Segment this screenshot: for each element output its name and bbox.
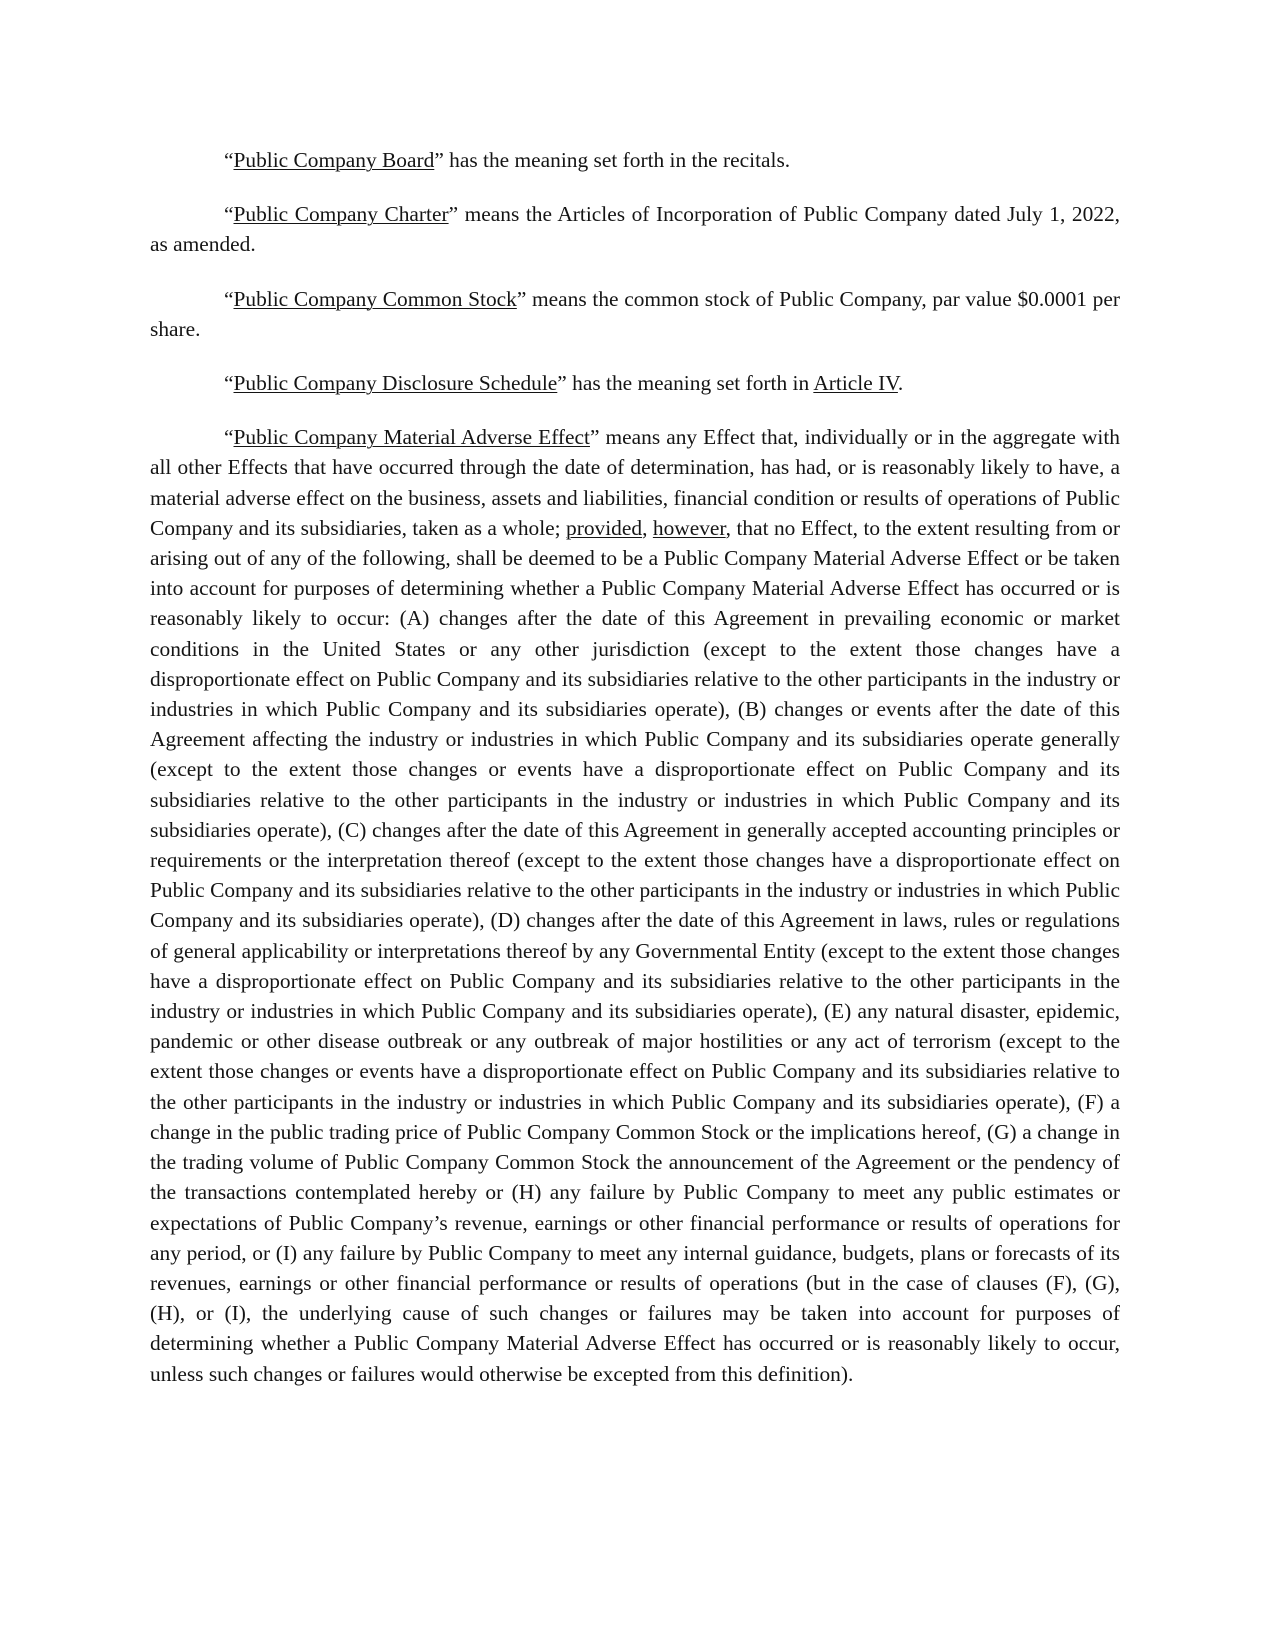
article-reference: Article IV: [813, 371, 898, 396]
definition-public-company-charter: [150, 199, 1120, 259]
close-quote: ”: [448, 202, 459, 227]
proviso-provided: provided: [566, 515, 643, 540]
defined-term: Public Company Common Stock: [233, 286, 517, 311]
definition-text: has the meaning set forth in the recitals.: [443, 148, 791, 172]
definition-public-company-disclosure-schedule: [150, 368, 1120, 398]
close-quote: ”: [589, 425, 600, 450]
defined-term: Public Company Disclosure Schedule: [233, 371, 558, 396]
open-quote: “: [224, 425, 234, 450]
close-quote: ”: [516, 286, 527, 311]
document-page: [150, 145, 1120, 1389]
definition-text-continued: , that no Effect, to the extent resulting from or arising out of any of the following, shall be deemed to be a Public Company Material Adverse Effect or be taken into account for purposes of determining whether a Public Company Material Adverse Effect has occurred or is reasonably likely to occur: (A) changes after the date of this Agreement in prevailing economic or market conditions in the United States or any other jurisdiction (except to the extent those changes have a disproportionate effect on Public Company and its subsidiaries relative to the other participants in the industry or industries in which Public Company and its subsidiaries operate), (B) changes or events after the date of this Agreement affecting the industry or industries in which Public Company and its subsidiaries operate generally (except to the extent those changes or events have a disproportionate effect on Public Company and its subsidiaries relative to the other participants in the industry or industries in which Public Company and its subsidiaries operate), (C) changes after the date of this Agreement in generally accepted accounting principles or requirements or the interpretation thereof (except to the extent those changes have a disproportionate effect on Public Company and its subsidiaries relative to the other participants in the industry or industries in which Public Company and its subsidiaries operate), (D) changes after the date of this Agreement in laws, rules or regulations of general applicability or interpretations thereof by any Governmental Entity (except to the extent those changes have a disproportionate effect on Public Company and its subsidiaries relative to the other participants in the industry or industries in which Public Company and its subsidiaries operate), (E) any natural disaster, epidemic, pandemic or other disease outbreak or any outbreak of major hostilities or any act of terrorism (except to the extent those changes or events have a disproportionate effect on Public Company and its subsidiaries relative to the other participants in the industry or industries in which Public Company and its subsidiaries operate), (F) a change in the public trading price of Public Company Common Stock or the implications hereof, (G) a change in the trading volume of Public Company Common Stock the announcement of the Agreement or the pendency of the transactions contemplated hereby or (H) any failure by Public Company to meet any public estimates or expectations of Public Company’s revenue, earnings or other financial performance or results of operations for any period, or (I) any failure by Public Company to meet any internal guidance, budgets, plans or forecasts of its revenues, earnings or other financial performance or results of operations (but in the case of clauses (F), (G), (H), or (I), the underlying cause of such changes or failures may be taken into account for purposes of determining whether a Public Company Material Adverse Effect has occurred or is reasonably likely to occur, unless such changes or failures would otherwise be excepted from this definition).: [150, 515, 1120, 1386]
defined-term: Public Company Material Adverse Effect: [233, 425, 590, 450]
definition-text: has the meaning set forth in: [566, 371, 814, 396]
definition-public-company-material-adverse-effect: [150, 422, 1120, 1389]
definition-text: means the Articles of Incorporation of Public Company dated July 1, 2022, as amended.: [150, 202, 1121, 257]
definition-text-end: .: [897, 371, 904, 396]
open-quote: “: [224, 148, 234, 172]
definition-text: means the common stock of Public Company, par value $0.0001 per share.: [150, 286, 1120, 341]
open-quote: “: [224, 286, 234, 311]
open-quote: “: [224, 371, 234, 396]
open-quote: “: [224, 202, 234, 227]
defined-term: Public Company Charter: [233, 202, 449, 227]
definition-public-company-board: [150, 145, 1120, 175]
close-quote: ”: [557, 371, 567, 396]
definition-text: means any Effect that, individually or in the aggregate with all other Effects that have occurred through the date of determination, has had, or is reasonably likely to have, a material adverse effect on the business, assets and liabilities, financial condition or results of operations of Public Company and its subsidiaries, taken as a whole;: [150, 425, 1120, 540]
proviso-comma: ,: [642, 515, 653, 540]
proviso-however: however: [652, 515, 726, 540]
close-quote: ”: [434, 148, 444, 172]
defined-term: Public Company Board: [233, 148, 435, 172]
definition-public-company-common-stock: [150, 284, 1120, 344]
